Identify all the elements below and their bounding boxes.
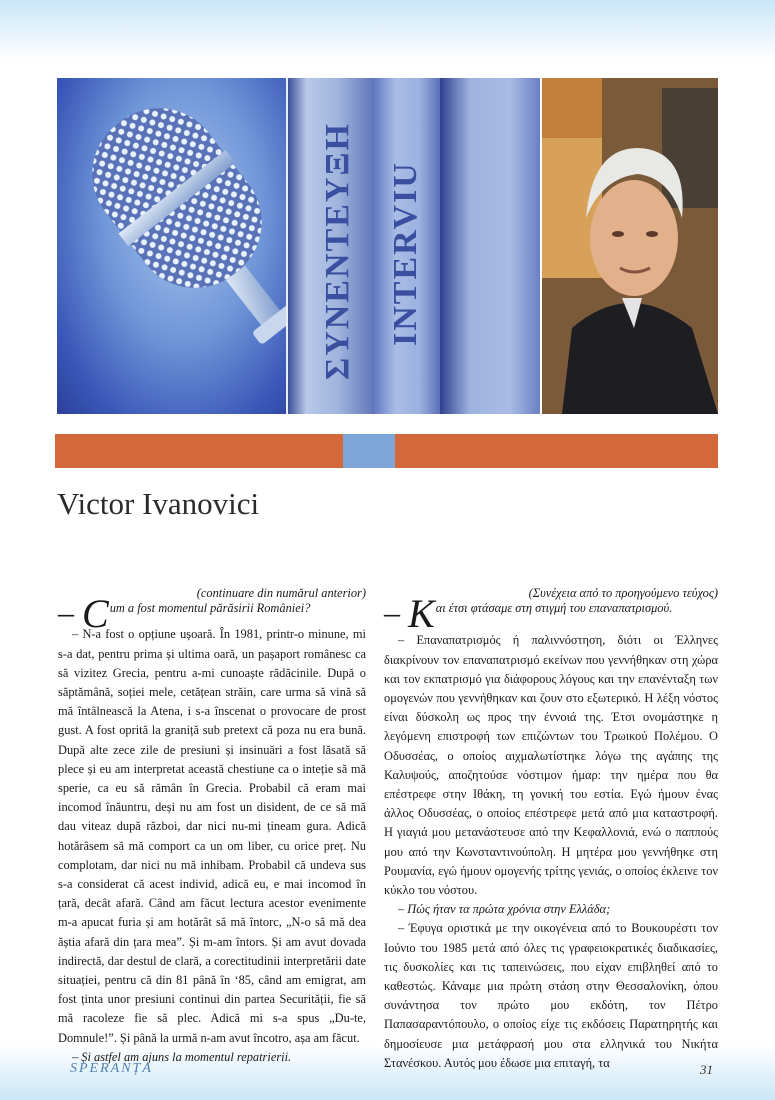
article-title: Victor Ivanovici — [57, 486, 260, 521]
microphone-icon — [57, 78, 286, 414]
body-paragraph: – Επαναπατρισμός ή παλιννόστηση, διότι οι Έλληνες διακρίνουν τον επαναπατρισμό εκείνων που γεννήθηκαν στη χώρα και τον εκπατρισμό για διάφορους λόγους και την επανένταξη των ομογενών που γεννήθηκαν και ζουν στο εξωτερικό. Η λέξη νόστος είναι δύσκολη ως προς την έννοιά της. Έτσι ονομάστηκε η λεγόμενη επιστροφή των επιζώντων του Τρωικού Πολέμου. Ο Οδυσσέας, ο οποίος αιχμαλωτίστηκε λόγω της αγάπης της Καλυψούς, αποζητούσε νόστιμον ήμαρ: την ημέρα που θα επέστρεφε στην Ιθάκη, τη γονική του εστία. Εγώ ήμουν ένας άλλος Οδυσσέας, ο οποίος επέστρεφε μετά από μια καταστροφή. Η γιαγιά μου μετανάστευσε από την Κεφαλλονιά, ενώ ο παππούς μου από την Κωνσταντινούπολη. Η μητέρα μου γεννήθηκε στη Ρουμανία, εγώ ήμουν ομογενής τρίτης γενιάς, ο οποίος έκλεινε τον κύκλο του νόστου. — [384, 633, 718, 898]
lead-dash: – — [58, 594, 74, 631]
closing-question: – Și astfel am ajuns la momentul repatrierii. — [72, 1049, 292, 1064]
lead-question-text: αι έτσι φτάσαμε στη στιγμή του επαναπατρισμού. — [435, 601, 673, 616]
body-paragraph: – Έφυγα οριστικά με την οικογένεια από το Βουκουρέστι τον Ιούνιο του 1985 μετά από όλες τις γραφειοκρατικές διαδικασίες, τις δυσκολίες και τις ταπεινώσεις, που είχαν επιβληθεί από το καθεστώς. Κάναμε μια πρώτη στάση στην Θεσσαλονίκη, όπου συνάντησα τον πρώτο μου εκδότη, τον Πέτρο Παπασαραντόπουλο, ο οποίος είχε τις εκδόσεις Παρατηρητής και δημοσίευσε μια μετάφρασή μου στα ελληνικά του Νικήτα Στανέσκου. Αυτός μου έδωσε μια επιταγή, τα — [384, 921, 718, 1070]
continuation-note: (Συνέχεια από το προηγούμενο τεύχος) — [528, 586, 718, 600]
body-paragraph: – N-a fost o opțiune ușoară. În 1981, printr-o minune, mi s-a dat, pentru prima și ultima oară, un pașaport românesc ca să vizitez Grecia, pentru a-mi cunoaște rădăcinile. După o săptămână, soției mele, cetățean străin, care urma să vină să mă întâlnească la Atena, i s-a înscenat o provocare de prost gust. A fost oprită la graniță sub pretext că poza nu era bună. După alte zece zile de presiuni și insinuări a fost lăsată să plece și eu am interpretat această chestiune ca o inteție să mă sperie, ca eu să rămân în Grecia. Probabil că eram mai incomod înăuntru, deși nu am fost un disident, de ce să mă dau viteaz după război, dar nici nu-mi țineam gura. Adică hotărâsem să mă comport ca un om liber, cu orice preț. Nu complotam, dar nici nu mă inhibam. Probabil că undeva sus s-a considerat că acest individ, adică eu, e mai incomod în țară, decât afară. Când am făcut lectura acestor evenimente m-a apucat furia și am hotărât să mă întorc, „N-o să mă dea ăștia afară din țara mea”. Și m-am întors. Și am avut dovada indirectă, dar destul de clară, a corectitudinii interpretării date situației, pentru că din 81 până în ‘85, când am emigrat, am fost ținta unor presiuni continui din partea Securității, fie să mă racoleze fie să plec. Adică mi s-a spus „Du-te, Domnule!”. Și până la urmă n-am avut încotro, așa am făcut. — [58, 627, 366, 1045]
blank-panel — [440, 78, 540, 414]
label-romanian: INTERVIU — [387, 161, 424, 346]
portrait-illustration — [542, 78, 718, 414]
top-gradient — [0, 0, 775, 60]
drop-cap: C — [82, 591, 109, 637]
continuation-note: (continuare din numărul anterior) — [196, 586, 366, 600]
lead-question-text: um a fost momentul părăsirii României? — [109, 601, 311, 616]
greek-column — [384, 584, 718, 1073]
author-photo — [542, 78, 718, 414]
magazine-name: SPERANȚA — [70, 1061, 153, 1076]
lead-dash: – — [384, 594, 400, 631]
label-greek: ΣΥΝΕΝΤΕΥΞΗ — [319, 122, 356, 380]
romanian-column — [58, 584, 366, 1067]
microphone-image — [57, 78, 286, 414]
header-banner — [57, 78, 718, 414]
drop-cap: Κ — [408, 591, 435, 637]
question: – Πώς ήταν τα πρώτα χρόνια στην Ελλάδα; — [398, 902, 611, 917]
page-number: 31 — [700, 1062, 713, 1077]
blue-band-block — [343, 434, 395, 468]
